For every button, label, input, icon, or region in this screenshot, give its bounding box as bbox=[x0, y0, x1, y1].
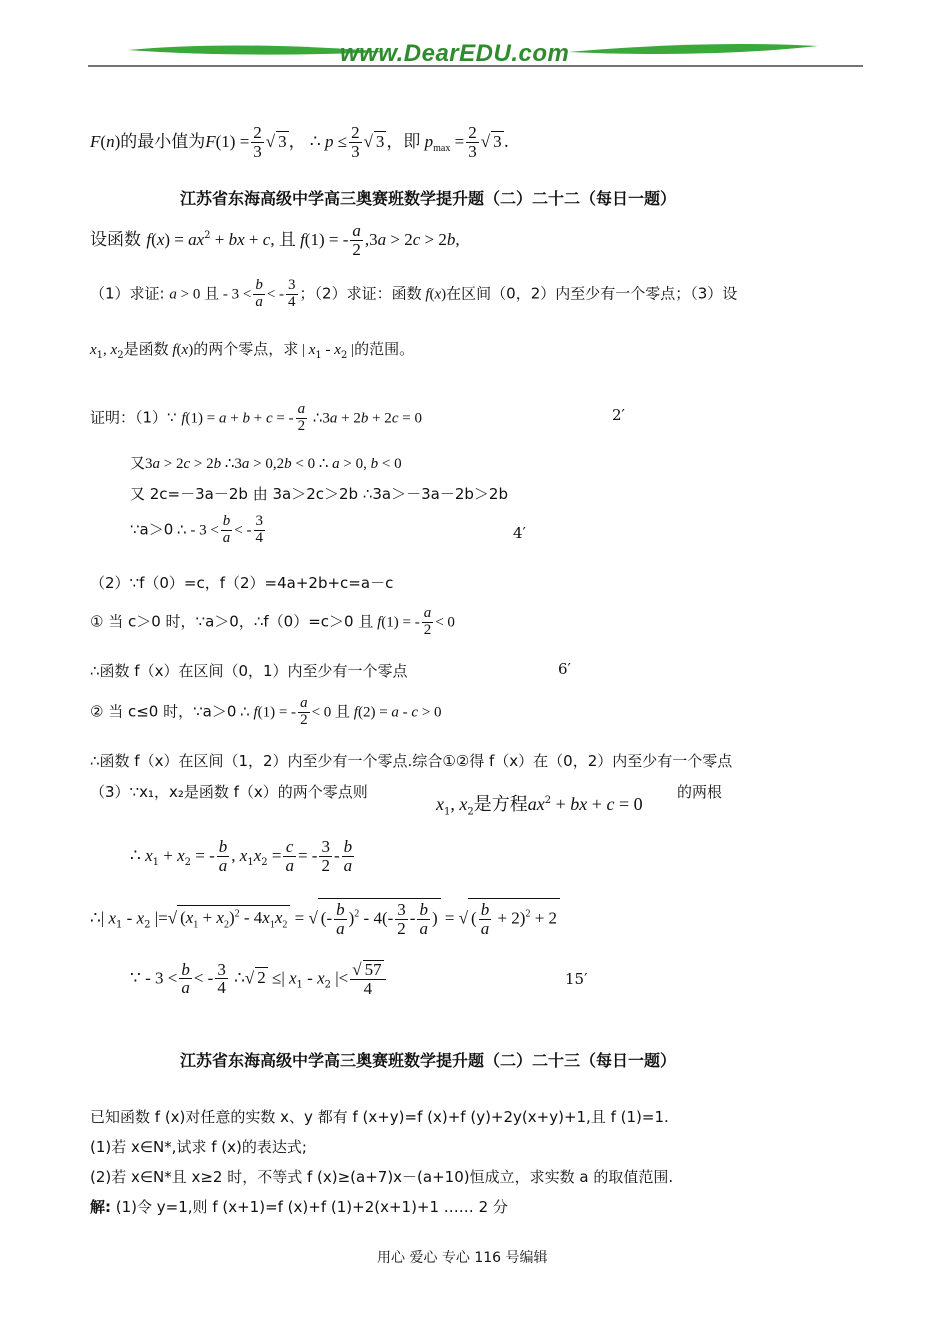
q1-label: （1）求证: bbox=[90, 284, 165, 303]
proof-line-8: ② 当 c≤0 时，∵a＞0 ∴ f(1) = - $\frac{a}{2}$ < 0 且 f(2) = a - c > 0 bbox=[90, 695, 442, 728]
proof-line-7: ∴函数 f（x）在区间（0，1）内至少有一个零点 bbox=[90, 662, 408, 680]
proof-line-2: 又3a > 2c > 2b ∴3a > 0,2b < 0 ∴ a > 0, b < 0 bbox=[130, 454, 402, 472]
proof-label: 证明：（1）∵ bbox=[90, 408, 177, 427]
problem23-title: 江苏省东海高级中学高三奥赛班数学提升题（二）二十三（每日一题） bbox=[180, 1051, 677, 1070]
problem22-setup: 设函数 $f(x) = ax^2$ + bx + c, 且 f(1) = - $\frac{a}{2}$ ,3a > 2c > 2b, bbox=[90, 221, 460, 259]
l6-text: ① 当 c＞0 时，∵a＞0，∴f（0）=c＞0 且 bbox=[90, 612, 374, 631]
intro-sep2: ，即 bbox=[386, 131, 421, 152]
proof-line-1: 证明：（1）∵ f(1) = a + b + c = - $\frac{a}{2}$ ∴3a + 2b + 2c = 0 bbox=[90, 401, 422, 434]
intro-end: . bbox=[503, 131, 509, 152]
q3-c: 的范围。 bbox=[354, 340, 415, 358]
proof-line-4: ∵a＞0 ∴ - 3 < $\frac{b}{a}$ < - $\frac{3}{4}$ bbox=[130, 513, 263, 546]
proof-line-10 bbox=[90, 781, 368, 802]
problem22-questions: （1）求证: a > 0 且 - 3 < $\frac{b}{a}$ < - $\frac{3}{4}$ ；（2）求证：函数 f(x)在区间（0，2）内至少有一个零点；（3）设 bbox=[90, 277, 738, 310]
intro-line: F(n)的最小值为F(1) = $\frac{2}{3}$ √ 3 ， ∴ p ≤ $\frac{2}{3}$ √ 3 ，即 $p_{max}$ = $\frac{2}{3}$ √ 3 . bbox=[90, 123, 509, 161]
vieta-line: ∴ $x_1 + x_2$ = - $\frac{b}{a}$ , $x_1x_2$ = $\frac{c}{a}$ = - $\frac{3}{2}$ - $\frac{b}{a}$ bbox=[130, 837, 353, 875]
score-2: 2′ bbox=[612, 406, 625, 424]
intro-sep1: ， bbox=[288, 131, 306, 152]
problem23-line-2: (1)若 x∈N*,试求 f (x)的表达式; bbox=[90, 1138, 307, 1156]
range-derivation: ∴| $x_1 - x_2$ |=√ $(x_1 + x_2)^2 - 4x_1x_2$ = √ (- $\frac{b}{a}$ )$^2$ - 4(- $\frac{3}{2}$ - $\frac{b}{a}$ ) = √ ( $\frac{b}{a}$ + 2)$^2$ + 2 bbox=[90, 898, 560, 938]
proof-line-5: （2）∵f（0）=c，f（2）=4a+2b+c=a－c bbox=[90, 574, 394, 592]
formula-Fn: F bbox=[90, 131, 101, 151]
q3-b: 的两个零点，求 bbox=[193, 340, 299, 358]
final-range: ∵ - 3 < $\frac{b}{a}$ < - $\frac{3}{4}$ ∴√ 2 ≤| $x_1 - x_2$ |< $\frac{√ 57}{4}$ bbox=[130, 960, 388, 998]
q2-tail: 在区间（0，2）内至少有一个零点；（3）设 bbox=[446, 284, 738, 303]
q3-a: 是函数 bbox=[123, 340, 169, 358]
l10-a: （3）∵x₁，x₂是函数 f（x）的两个零点则 bbox=[90, 783, 368, 801]
proof-line-10-eq: $x_1$, $x_2$是方程$ax^2$ + bx + c = 0 bbox=[436, 794, 643, 818]
problem23-line-1: 已知函数 f (x)对任意的实数 x、y 都有 f (x+y)=f (x)+f (y)+2y(x+y)+1,且 f (1)=1. bbox=[90, 1108, 669, 1126]
problem23-line-4 bbox=[90, 1196, 508, 1217]
score-4: 4′ bbox=[513, 524, 526, 542]
solution-step-1: (1)令 y=1,则 f (x+1)=f (x)+f (1)+2(x+1)+1 …… 2 分 bbox=[115, 1198, 508, 1216]
proof-line-10-end: 的两根 bbox=[677, 783, 723, 801]
score-6: 6′ bbox=[558, 660, 571, 678]
l4-prefix: ∵a＞0 bbox=[130, 520, 174, 539]
page-footer: 用心 爱心 专心 116 号编辑 bbox=[377, 1250, 548, 1266]
l2-prefix: 又 bbox=[130, 454, 146, 472]
site-logo: www.DearEDU.com bbox=[340, 40, 570, 67]
intro-prefix: 的最小值为 bbox=[120, 131, 206, 152]
q2-label: ；（2）求证：函数 bbox=[299, 284, 422, 303]
problem23-line-3: (2)若 x∈N*且 x≥2 时，不等式 f (x)≥(a+7)x－(a+10)恒成立，求实数 a 的取值范围. bbox=[90, 1168, 674, 1186]
problem22-title: 江苏省东海高级中学高三奥赛班数学提升题（二）二十二（每日一题） bbox=[180, 189, 677, 208]
setup-label: 设函数 bbox=[90, 229, 141, 250]
l8-text: ② 当 c≤0 时，∵a＞0 bbox=[90, 702, 237, 721]
proof-line-9: ∴函数 f（x）在区间（1，2）内至少有一个零点.综合①②得 f（x）在（0，2）内至少有一个零点 bbox=[90, 752, 733, 770]
solution-label: 解: bbox=[90, 1198, 111, 1216]
score-15: 15′ bbox=[565, 970, 588, 988]
problem22-q3: $x_1$, $x_2$是函数 f(x)的两个零点，求 | $x_1 - x_2$ |的范围。 bbox=[90, 340, 415, 361]
proof-line-3: 又 2c=－3a－2b 由 3a＞2c＞2b ∴3a＞－3a－2b＞2b bbox=[130, 485, 508, 503]
proof-line-6: ① 当 c＞0 时，∵a＞0，∴f（0）=c＞0 且 f(1) = - $\frac{a}{2}$ < 0 bbox=[90, 605, 455, 638]
l10-eq-text: 是方程 bbox=[473, 794, 528, 815]
